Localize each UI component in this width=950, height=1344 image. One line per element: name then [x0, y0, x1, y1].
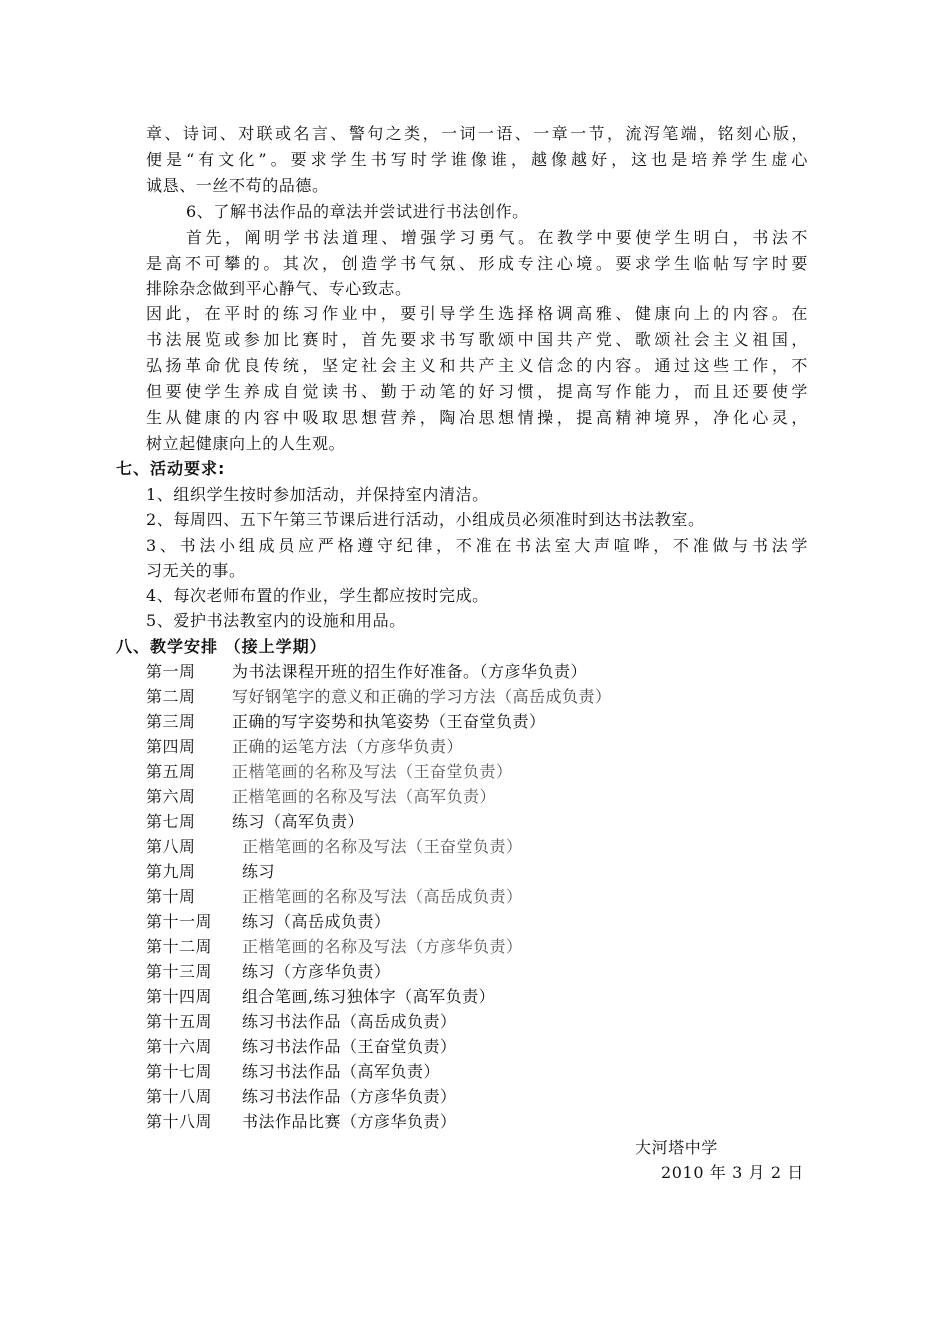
week-content: 正楷笔画的名称及写法（方彦华负责） [242, 937, 523, 956]
week-content: 练习书法作品（王奋堂负责） [242, 1037, 457, 1056]
paragraph-line: 是高不可攀的。其次，创造学书气氛、形成专注心境。要求学生临帖写字时要 [146, 254, 808, 273]
week-label: 第十六周 [146, 1037, 213, 1056]
week-content: 练习书法作品（高岳成负责） [242, 1012, 457, 1031]
section-8-heading: 八、教学安排 （接上学期） [116, 637, 327, 656]
week-label: 第六周 [146, 787, 196, 806]
signature-school: 大河塔中学 [635, 1138, 719, 1157]
list-item: 1、组织学生按时参加活动，并保持室内清洁。 [146, 485, 489, 504]
week-label: 第一周 [146, 662, 196, 681]
week-content: 练习书法作品（高军负责） [242, 1062, 441, 1081]
list-item: 习无关的事。 [146, 561, 246, 580]
paragraph-line: 便是“有文化”。要求学生书写时学谁像谁，越像越好，这也是培养学生虚心 [146, 150, 808, 169]
paragraph-line: 因此，在平时的练习作业中，要引导学生选择格调高雅、健康向上的内容。在 [146, 304, 808, 323]
paragraph-line: 书法展览或参加比赛时，首先要求书写歌颂中国共产党、歌颂社会主义祖国， [146, 330, 808, 349]
week-content: 组合笔画,练习独体字（高军负责） [242, 987, 496, 1006]
week-label: 第十八周 [146, 1087, 213, 1106]
week-label: 第七周 [146, 812, 196, 831]
week-label: 第十五周 [146, 1012, 213, 1031]
week-label: 第三周 [146, 712, 196, 731]
paragraph-line: 弘扬革命优良传统，坚定社会主义和共产主义信念的内容。通过这些工作，不 [146, 356, 808, 375]
week-content: 练习书法作品（方彦华负责） [242, 1087, 457, 1106]
week-content: 练习 [242, 862, 276, 881]
week-label: 第四周 [146, 737, 196, 756]
week-label: 第八周 [146, 837, 196, 856]
week-content: 练习（高军负责） [232, 812, 365, 831]
week-label: 第十三周 [146, 962, 213, 981]
paragraph-line: 章、诗词、对联或名言、警句之类，一词一语、一章一节，流泻笔端，铭刻心版， [146, 124, 808, 143]
week-content: 为书法课程开班的招生作好准备。（方彦华负责） [232, 662, 588, 681]
week-content: 写好钢笔字的意义和正确的学习方法（高岳成负责） [232, 687, 612, 706]
paragraph-line: 排除杂念做到平心静气、专心致志。 [146, 279, 412, 298]
week-content: 正楷笔画的名称及写法（王奋堂负责） [242, 837, 523, 856]
signature-date: 2010 年 3 月 2 日 [661, 1163, 804, 1182]
week-label: 第五周 [146, 762, 196, 781]
week-content: 书法作品比赛（方彦华负责） [242, 1112, 457, 1131]
list-item: 3、书法小组成员应严格遵守纪律，不准在书法室大声喧哗，不准做与书法学 [146, 536, 808, 555]
week-label: 第十二周 [146, 937, 213, 956]
list-item: 2、每周四、五下午第三节课后进行活动，小组成员必须准时到达书法教室。 [146, 510, 705, 529]
week-content: 正确的运笔方法（方彦华负责） [232, 737, 464, 756]
week-label: 第十四周 [146, 987, 213, 1006]
week-label: 第九周 [146, 862, 196, 881]
week-content: 正楷笔画的名称及写法（王奋堂负责） [232, 762, 513, 781]
paragraph-line: 首先，阐明学书法道理、增强学习勇气。在教学中要使学生明白，书法不 [186, 228, 808, 247]
week-label: 第十一周 [146, 912, 213, 931]
week-label: 第十八周 [146, 1112, 213, 1131]
week-content: 正确的写字姿势和执笔姿势（王奋堂负责） [232, 712, 546, 731]
paragraph-line: 诚恳、一丝不苟的品德。 [146, 176, 329, 195]
week-content: 练习（高岳成负责） [242, 912, 391, 931]
list-item: 5、爱护书法教室内的设施和用品。 [146, 611, 406, 630]
week-content: 练习（方彦华负责） [242, 962, 391, 981]
list-item-6: 6、了解书法作品的章法并尝试进行书法创作。 [186, 202, 529, 221]
list-item: 4、每次老师布置的作业，学生都应按时完成。 [146, 586, 489, 605]
paragraph-line: 但要使学生养成自觉读书、勤于动笔的好习惯，提高写作能力，而且还要使学 [146, 382, 808, 401]
week-label: 第十七周 [146, 1062, 213, 1081]
week-content: 正楷笔画的名称及写法（高军负责） [232, 787, 497, 806]
section-7-heading: 七、活动要求: [116, 459, 226, 478]
paragraph-line: 生从健康的内容中吸取思想营养，陶冶思想情操，提高精神境界，净化心灵， [146, 408, 808, 427]
week-content: 正楷笔画的名称及写法（高岳成负责） [242, 887, 523, 906]
paragraph-line: 树立起健康向上的人生观。 [146, 434, 346, 453]
week-label: 第二周 [146, 687, 196, 706]
week-label: 第十周 [146, 887, 196, 906]
